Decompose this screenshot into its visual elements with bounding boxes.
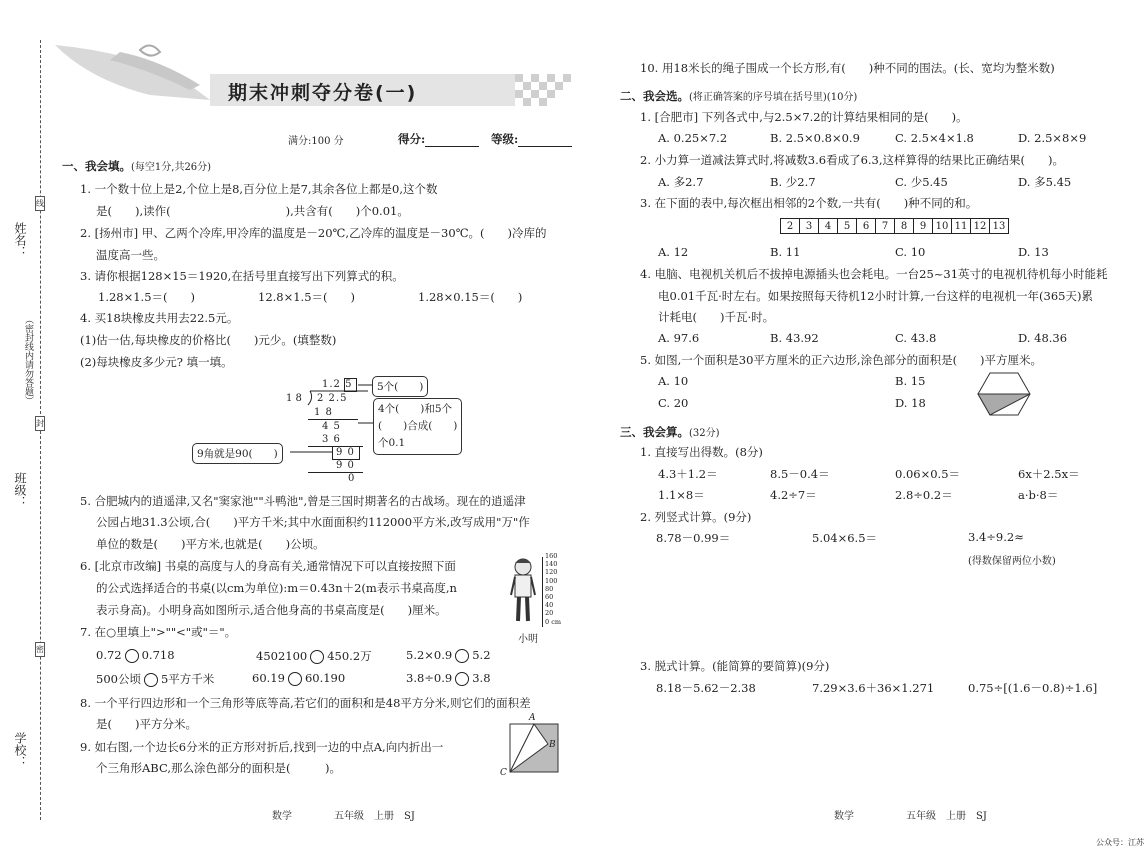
score-field <box>398 131 479 147</box>
grade-label: 等级: <box>491 132 519 146</box>
k3-item3: 0.75÷[(1.6－0.8)÷1.6] <box>968 681 1098 695</box>
k1-r2-b: 4.2÷7＝ <box>770 488 817 502</box>
q7-row2-item3: 3.8÷0.9 3.8 <box>406 671 491 685</box>
section-2-heading: 二、我会选。(将正确答案的序号填在括号里)(10分) <box>620 89 858 103</box>
class-label: 班级： <box>13 472 27 508</box>
c2-question: 2. 小力算一道减法算式时,将减数3.6看成了6.3,这样算得的结果比正确结果( )。 <box>640 153 1064 167</box>
div-row6: 0 <box>348 473 355 484</box>
ruler <box>542 557 543 627</box>
k3-item2: 7.29×3.6＋36×1.271 <box>812 681 935 695</box>
c4-line2: 电0.01千瓦·时左右。如果按照每天待机12小时计算,一台这样的电视机一年(365天)累 <box>658 289 1093 303</box>
q2-line1: 2. [扬州市] 甲、乙两个冷库,甲冷库的温度是－20℃,乙冷库的温度是－30℃。( )冷库的 <box>80 226 547 240</box>
c1-opt-b: B. 2.5×0.8×0.9 <box>770 131 860 145</box>
label-C: C <box>500 768 507 778</box>
c4-line1: 4. 电脑、电视机关机后不拔掉电源插头也会耗电。一台25~31英寸的电视机待机每小时能耗 <box>640 267 1108 281</box>
school-label: 学校： <box>13 732 27 768</box>
c1-opt-a: A. 0.25×7.2 <box>658 131 728 145</box>
name-label: 姓名： <box>13 222 27 258</box>
callout-3: 9角就是90( ) <box>192 443 283 464</box>
q7-row1-item1: 0.72 0.718 <box>96 648 175 662</box>
div-row2: 4 5 <box>322 421 341 432</box>
callout-2: 4个( )和5个 ( )合成( ) 个0.1 <box>373 398 462 455</box>
k3-title: 3. 脱式计算。(能简算的要简算)(9分) <box>640 659 830 673</box>
q4-line1: 4. 买18块橡皮共用去22.5元。 <box>80 311 239 325</box>
c3-opt-d: D. 13 <box>1018 245 1049 259</box>
k1-r2-c: 2.8÷0.2＝ <box>895 488 953 502</box>
c2-opt-d: D. 多5.45 <box>1018 175 1072 189</box>
q9-line1: 9. 如右图,一个边长6分米的正方形对折后,找到一边的中点A,向内折出一 <box>80 740 444 754</box>
div-row3: 3 6 <box>322 434 341 445</box>
div-row4: 9 0 <box>336 447 355 458</box>
div-row5: 9 0 <box>336 460 355 471</box>
q8-line1: 8. 一个平行四边形和一个三角形等底等高,若它们的面积和是48平方分米,则它们的面积差 <box>80 696 531 710</box>
label-B: B <box>549 740 556 750</box>
q4-line2: (1)估一估,每块橡皮的价格比( )元少。(填整数) <box>80 333 337 347</box>
q2-line2: 温度高一些。 <box>96 248 165 262</box>
c5-opt-c: C. 20 <box>658 396 689 410</box>
c4-opt-d: D. 48.36 <box>1018 331 1068 345</box>
div-row1: 1 8 <box>314 407 333 418</box>
k1-r1-c: 0.06×0.5＝ <box>895 467 961 481</box>
q7-row1-item2: 4502100 450.2万 <box>256 649 372 663</box>
q1-line1: 1. 一个数十位上是2,个位上是8,百分位上是7,其余各位上都是0,这个数 <box>80 182 438 196</box>
score-label: 得分: <box>398 132 426 146</box>
q3-item3: 1.28×0.15＝( ) <box>418 290 523 304</box>
div-divisor: 1 8 <box>286 393 302 404</box>
section-1-heading: 一、我会填。(每空1分,共26分) <box>62 159 212 173</box>
k1-r1-d: 6x＋2.5x＝ <box>1018 467 1080 481</box>
c2-opt-c: C. 少5.45 <box>895 175 948 189</box>
q9-line2: 个三角形ABC,那么涂色部分的面积是( )。 <box>96 761 341 775</box>
k1-r2-d: a·b·8＝ <box>1018 488 1059 502</box>
q3-item1: 1.28×1.5＝( ) <box>98 290 196 304</box>
c4-opt-b: B. 43.92 <box>770 331 819 345</box>
footer-left-subject: 数学 <box>272 811 292 822</box>
c4-opt-c: C. 43.8 <box>895 331 937 345</box>
c4-line3: 计耗电( )千瓦·时。 <box>658 310 775 324</box>
c1-opt-c: C. 2.5×4×1.8 <box>895 131 974 145</box>
footer-left-grade: 五年级 上册 SJ <box>334 811 415 822</box>
q1-line2: 是( ),读作( ),共含有( )个0.01。 <box>96 204 409 218</box>
c3-opt-b: B. 11 <box>770 245 801 259</box>
c5-opt-d: D. 18 <box>895 396 926 410</box>
k2-note: (得数保留两位小数) <box>968 556 1056 567</box>
k1-r1-b: 8.5－0.4＝ <box>770 467 830 481</box>
ruler-labels: 160 140 120 100 80 60 40 20 0 cm <box>545 552 562 626</box>
c5-opt-a: A. 10 <box>658 374 689 388</box>
c1-opt-d: D. 2.5×8×9 <box>1018 131 1087 145</box>
hexagon-figure <box>976 370 1032 418</box>
label-A: A <box>529 713 536 723</box>
boy-label: 小明 <box>518 634 538 645</box>
q6-line1: 6. [北京市改编] 书桌的高度与人的身高有关,通常情况下可以直接按照下面 <box>80 559 456 573</box>
c5-opt-b: B. 15 <box>895 374 926 388</box>
k1-r2-a: 1.1×8＝ <box>658 488 705 502</box>
c3-question: 3. 在下面的表中,每次框出相邻的2个数,一共有( )种不同的和。 <box>640 196 978 210</box>
q8-line2: 是( )平方分米。 <box>96 717 197 731</box>
c2-opt-a: A. 多2.7 <box>658 175 704 189</box>
c5-question: 5. 如图,一个面积是30平方厘米的正六边形,涂色部分的面积是( )平方厘米。 <box>640 353 1043 367</box>
full-score: 满分:100 分 <box>288 136 344 147</box>
footer-right-grade: 五年级 上册 SJ <box>906 811 987 822</box>
k1-r1-a: 4.3＋1.2＝ <box>658 467 718 481</box>
seal-note: （密封线内请勿答题） <box>23 315 33 405</box>
tick-mid: 封 <box>35 416 45 431</box>
q4-line3: (2)每块橡皮多少元? 填一填。 <box>80 355 233 369</box>
footer-right-subject: 数学 <box>834 811 854 822</box>
k2-title: 2. 列竖式计算。(9分) <box>640 510 752 524</box>
grade-field <box>491 131 572 147</box>
q3-item2: 12.8×1.5＝( ) <box>258 290 356 304</box>
c3-opt-a: A. 12 <box>658 245 689 259</box>
q3-line1: 3. 请你根据128×15＝1920,在括号里直接写出下列算式的积。 <box>80 269 404 283</box>
div-dividend: 2 2.5 <box>317 393 348 404</box>
k3-item1: 8.18－5.62－2.38 <box>656 681 756 695</box>
q7-row1-item3: 5.2×0.9 5.2 <box>406 648 491 662</box>
q7-line1: 7. 在○里填上">""<"或"＝"。 <box>80 625 237 639</box>
k2-item3: 3.4÷9.2≈ <box>968 530 1024 544</box>
tick-top: 线 <box>35 196 45 211</box>
k2-item2: 5.04×6.5＝ <box>812 531 878 545</box>
c1-question: 1. [合肥市] 下列各式中,与2.5×7.2的计算结果相同的是( )。 <box>640 110 968 124</box>
watermark: 公众号：江苏 <box>1096 838 1144 847</box>
section-3-heading: 三、我会算。(32分) <box>620 425 720 439</box>
q5-line3: 单位的数是( )平方米,也就是( )公顷。 <box>96 537 325 551</box>
q7-row2-item1: 500公顷 5平方千米 <box>96 672 215 686</box>
c4-opt-a: A. 97.6 <box>658 331 700 345</box>
page-title: 期末冲刺夺分卷(一) <box>228 82 418 104</box>
div-quotient: 1.2 5 <box>322 379 353 390</box>
number-strip: 2 3 4 5 6 7 8 9 10 11 12 13 <box>780 218 1009 234</box>
q10-line: 10. 用18米长的绳子围成一个长方形,有( )种不同的围法。(长、宽均为整米数) <box>640 61 1055 75</box>
q7-row2-item2: 60.19 60.190 <box>252 671 346 685</box>
q5-line1: 5. 合肥城内的逍遥津,又名"窦家池""斗鸭池",曾是三国时期著名的古战场。现在的逍遥津 <box>80 494 526 508</box>
callout-1: 5个( ) <box>372 376 428 397</box>
c3-opt-c: C. 10 <box>895 245 926 259</box>
q6-line2: 的公式选择适合的书桌(以cm为单位):m＝0.43n＋2(m表示书桌高度,n <box>96 581 457 595</box>
q5-line2: 公园占地31.3公顷,合( )平方千米;其中水面面积约112000平方米,改写成用"万"作 <box>96 515 530 529</box>
q6-line3: 表示身高)。小明身高如图所示,适合他身高的书桌高度是( )厘米。 <box>96 603 447 617</box>
c2-opt-b: B. 少2.7 <box>770 175 816 189</box>
k1-title: 1. 直接写出得数。(8分) <box>640 445 763 459</box>
boy-figure <box>505 555 545 635</box>
tick-bottom: 密 <box>35 642 45 657</box>
k2-item1: 8.78－0.99＝ <box>656 531 731 545</box>
